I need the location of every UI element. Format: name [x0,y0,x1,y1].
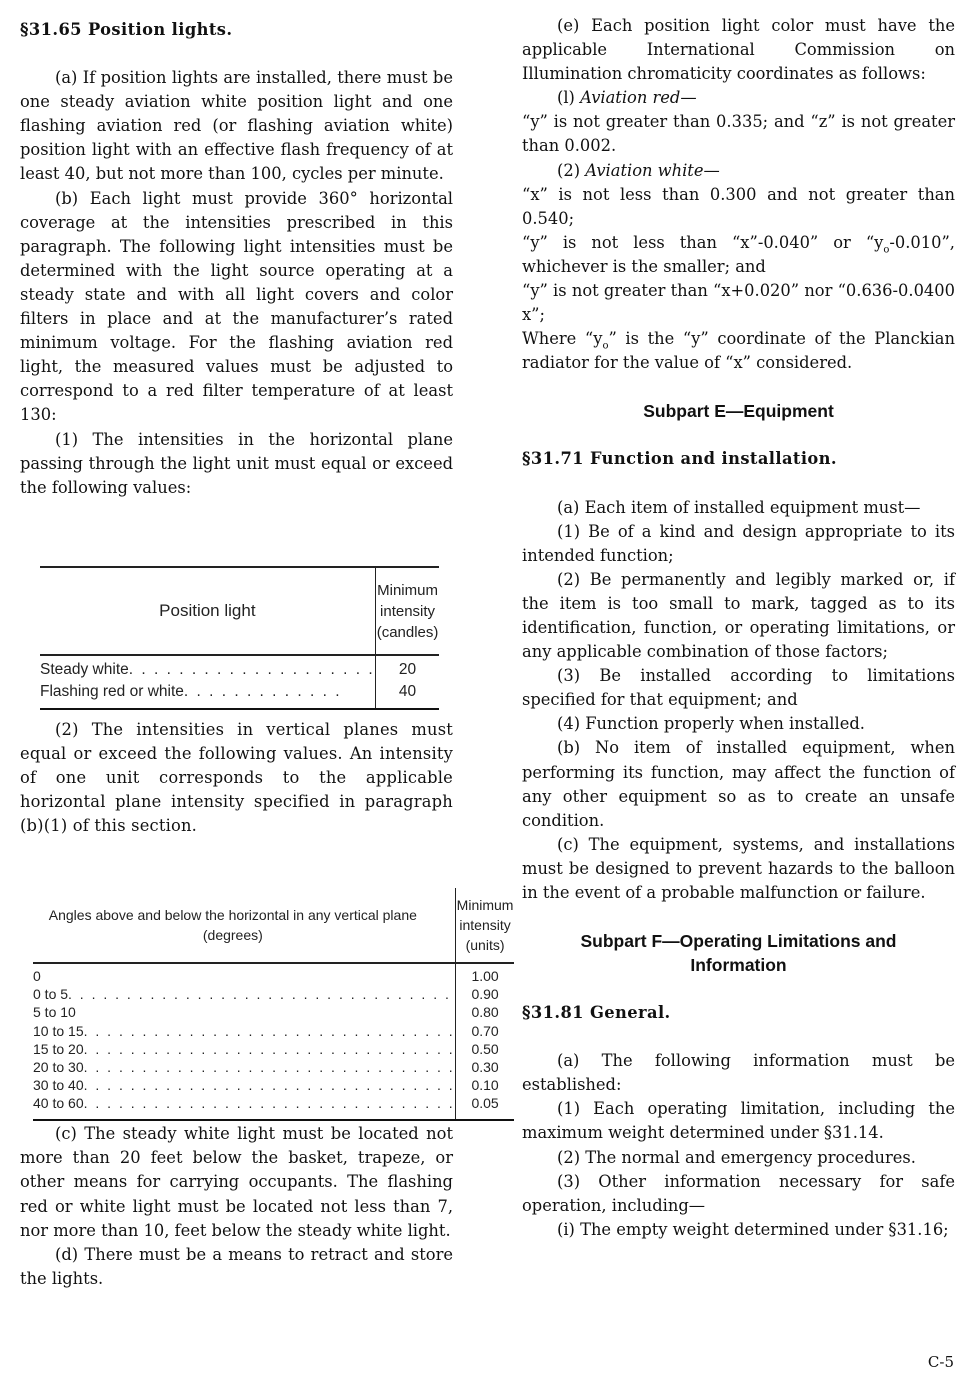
row-value: 0.10 [455,1076,514,1094]
paragraph-a3i: (i) The empty weight determined under §31.16; [557,1219,949,1239]
table-header-min-intensity-candles: Minimum intensity (candles) [375,567,439,655]
section-title-31-65: §31.65 Position lights. [20,20,233,39]
paragraph-a: (a) The following information must be established: [522,1051,955,1095]
paragraph-e: (e) Each position light color must have the applicable International Commission on Illumination chromaticity coordinates as follows: [522,16,955,84]
table-header-angles: Angles above and below the horizontal in any vertical plane (degrees) [33,888,455,963]
paragraph-a4: (4) Function properly when installed. [557,714,865,734]
row-label: 0 [33,968,41,984]
right-column [522,14,955,1242]
section-title-31-71: §31.71 Function and installation. [522,449,837,469]
planckian-note: Where “$y_o$” is the “y” coordinate of the Planckian radiator for the value of “x” considered. [522,329,955,373]
aviation-white-x-range: “x” is not less than 0.300 and not greater than 0.540; [522,184,955,228]
aviation-white-heading: (2) Aviation white— [557,160,720,180]
paragraph-d: (d) There must be a means to retract and store the lights. [20,1244,453,1288]
table-row [33,1003,514,1021]
row-label: 15 to 20. . . . . . . . . . . . . . . . . . . . . . . . . . . . . . . . [33,1040,455,1057]
row-label: 10 to 15. . . . . . . . . . . . . . . . . . . . . . . . . . . . . . . . [33,1022,455,1039]
page-number: C-5 [927,1353,954,1371]
row-value: 0.30 [455,1058,514,1076]
row-label: 5 to 10 [33,1004,76,1021]
vertical-plane-intensity-table [33,888,514,1121]
paragraph-c: (c) The steady white light must be located not more than 20 feet below the basket, trapeze, or other means for carrying occupants. The flashing red or white light must be located not less than 7, nor more than 10, feet below the steady white light. [20,1124,453,1240]
row-label: 20 to 30. . . . . . . . . . . . . . . . . . . . . . . . . . . . . . . . [33,1059,455,1076]
row-value: 0.80 [455,1003,514,1021]
paragraph-b1: (1) The intensities in the horizontal plane passing through the light unit must equal or exceed the following values: [20,429,453,497]
row-label: Flashing red or white. . . . . . . . . . . . . [40,681,375,710]
table-row [33,1022,514,1040]
paragraph-a1: (1) Each operating limitation, including the maximum weight determined under §31.14. [522,1099,955,1143]
aviation-red-heading: (l) Aviation red— [557,88,697,108]
table-row [33,963,514,985]
section-title-31-81: §31.81 General. [522,1003,671,1023]
table-row [33,1058,514,1076]
row-value: 0.70 [455,1022,514,1040]
row-value: 20 [375,655,439,681]
table-row [40,655,439,681]
paragraph-a: (a) If position lights are installed, there must be one steady aviation white position light and one flashing aviation red (or flashing aviation white) position light with an effective flash frequency of at least 40, but not more than 100, cycles per minute. [20,68,453,184]
row-value: 0.50 [455,1040,514,1058]
table-header-min-intensity-units: Minimum intensity (units) [455,888,514,963]
row-label: Steady white. . . . . . . . . . . . . . . . . . . . [40,661,375,678]
table-row [33,985,514,1003]
row-value: 1.00 [455,963,514,985]
paragraph-b2: (2) The intensities in vertical planes must equal or exceed the following values. An intensity of one unit corresponds to the applicable horizontal plane intensity specified in paragraph (b)(1) of this section. [20,719,453,836]
table-row [33,1094,514,1119]
aviation-white-y-max: “y” is not greater than “x+0.020” nor “0.636-0.0400 x”; [522,281,955,325]
aviation-red-text: “y” is not greater than 0.335; and “z” is not greater than 0.002. [522,112,955,156]
subpart-e-heading: Subpart E—Equipment [643,401,834,422]
aviation-white-y-min: “y” is not less than “x”-0.040” or “$y_o-0.010$”, whichever is the smaller; and [522,232,955,276]
paragraph-a2: (2) Be permanently and legibly marked or, if the item is too small to mark, tagged as to its identification, function, or operating limitations, or any applicable combination of those factors; [522,569,955,662]
paragraph-a3: (3) Other information necessary for safe operation, including— [522,1171,955,1215]
paragraph-c: (c) The equipment, systems, and installations must be designed to prevent hazards to the balloon in the event of a probable malfunction or failure. [522,834,955,902]
row-value: 0.90 [455,985,514,1003]
row-value: 40 [375,681,439,710]
row-label: 40 to 60. . . . . . . . . . . . . . . . . . . . . . . . . . . . . . . . [33,1094,455,1119]
position-light-intensity-table [40,566,439,710]
table-row [33,1040,514,1058]
paragraph-a1: (1) Be of a kind and design appropriate to its intended function; [522,521,955,565]
paragraph-b: (b) No item of installed equipment, when performing its function, may affect the function of any other equipment so as to create an unsafe condition. [522,738,955,830]
subpart-f-heading: Subpart F—Operating Limitations and Information [580,931,897,976]
row-label: 0 to 5. . . . . . . . . . . . . . . . . . . . . . . . . . . . . . . . . [33,986,451,1003]
table-row [40,681,439,710]
paragraph-b: (b) Each light must provide 360° horizontal coverage at the intensities prescribed in this paragraph. The following light intensities must be determined with the light source operating at a steady state and with all light covers and color filters in place and at the manufacturer’s rated minimum voltage. For the flashing aviation red light, the measured values must be adjusted to correspond to a red filter temperature of at least 130: [20,188,453,425]
paragraph-a: (a) Each item of installed equipment must— [557,497,921,517]
row-label: 30 to 40. . . . . . . . . . . . . . . . . . . . . . . . . . . . . . . . [33,1077,455,1094]
row-value: 0.05 [455,1094,514,1119]
paragraph-a2: (2) The normal and emergency procedures. [557,1147,916,1167]
table-row [33,1076,514,1094]
paragraph-a3: (3) Be installed according to limitations specified for that equipment; and [522,666,955,710]
table-header-position-light: Position light [40,567,375,655]
